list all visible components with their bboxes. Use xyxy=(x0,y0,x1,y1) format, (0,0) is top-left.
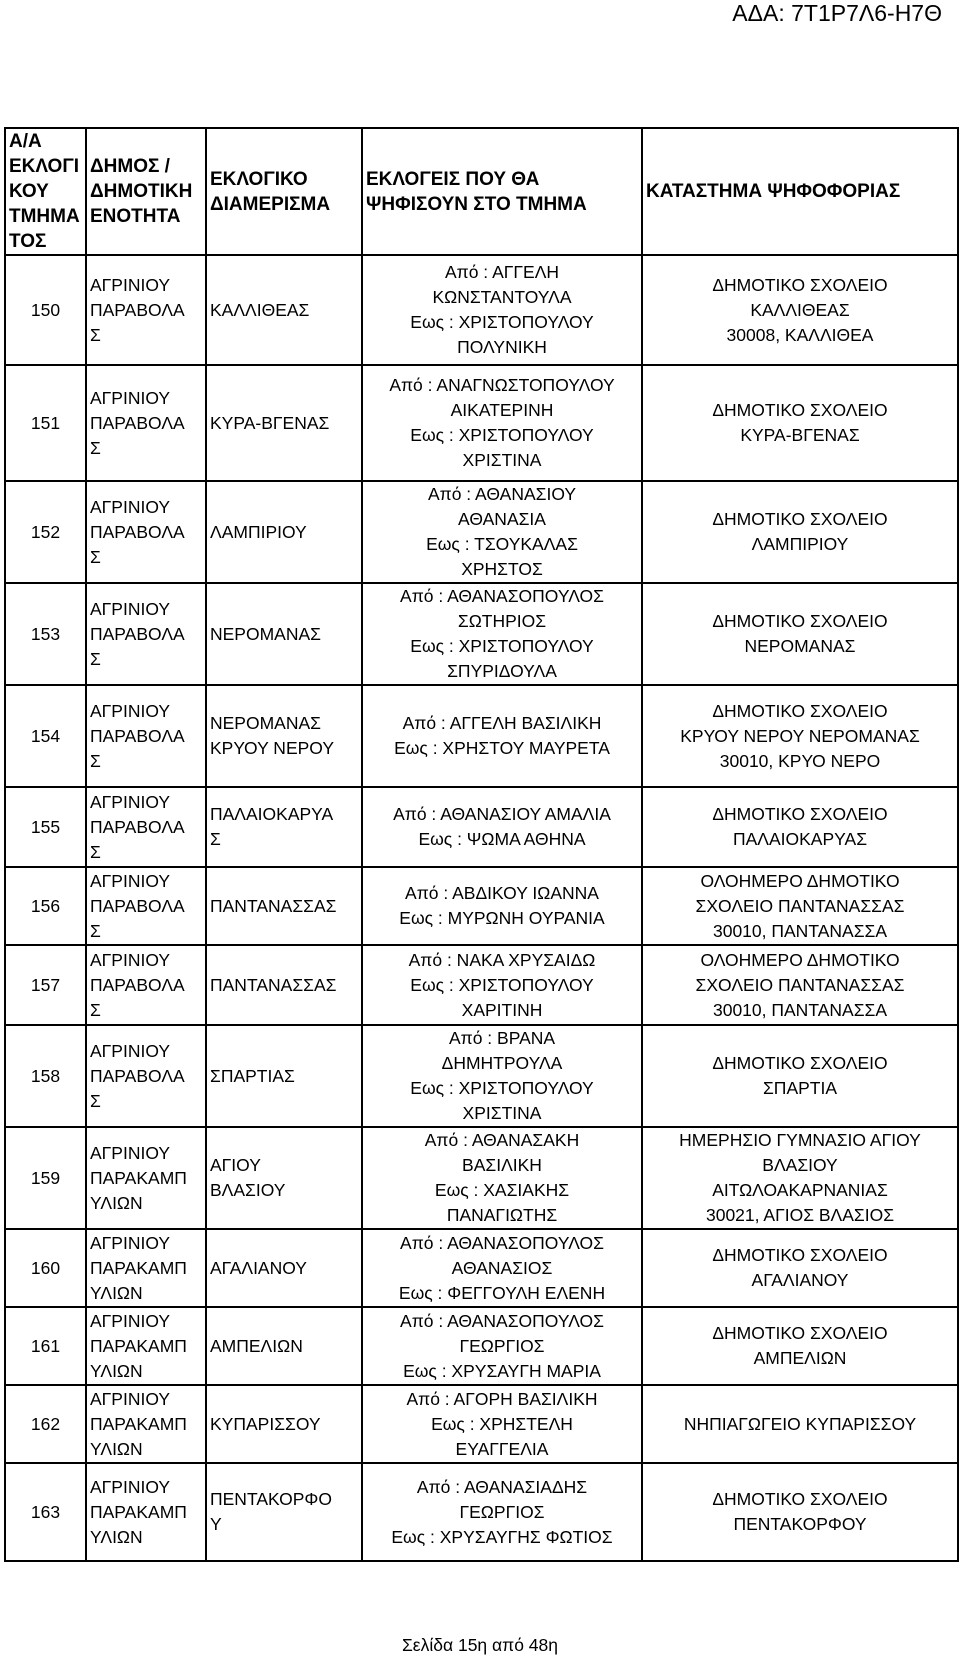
header-store: ΚΑΤΑΣΤΗΜΑ ΨΗΦΟΦΟΡΙΑΣ xyxy=(642,128,958,255)
row-store: ΔΗΜΟΤΙΚΟ ΣΧΟΛΕΙΟ ΛΑΜΠΙΡΙΟΥ xyxy=(642,481,958,583)
row-voters: Από : ΑΘΑΝΑΣΟΠΟΥΛΟΣ ΑΘΑΝΑΣΙΟΣ Εως : ΦΕΓΓΟΥΛΗ ΕΛΕΝΗ xyxy=(362,1229,642,1307)
row-dimos: ΑΓΡΙΝΙΟΥ ΠΑΡΑΚΑΜΠ ΥΛΙΩΝ xyxy=(86,1229,206,1307)
row-dimos: ΑΓΡΙΝΙΟΥ ΠΑΡΑΚΑΜΠ ΥΛΙΩΝ xyxy=(86,1463,206,1561)
row-store: ΔΗΜΟΤΙΚΟ ΣΧΟΛΕΙΟ ΑΓΑΛΙΑΝΟΥ xyxy=(642,1229,958,1307)
row-diamerisma: ΑΜΠΕΛΙΩΝ xyxy=(206,1307,362,1385)
row-diamerisma: ΝΕΡΟΜΑΝΑΣ ΚΡΥΟΥ ΝΕΡΟΥ xyxy=(206,685,362,787)
table-row xyxy=(5,1463,958,1561)
row-dimos: ΑΓΡΙΝΙΟΥ ΠΑΡΑΒΟΛΑ Σ xyxy=(86,481,206,583)
row-diamerisma: ΠΑΝΤΑΝΑΣΣΑΣ xyxy=(206,867,362,945)
row-voters: Από : ΑΘΑΝΑΣΟΠΟΥΛΟΣ ΣΩΤΗΡΙΟΣ Εως : ΧΡΙΣΤΟΠΟΥΛΟΥ ΣΠΥΡΙΔΟΥΛΑ xyxy=(362,583,642,685)
row-store: ΔΗΜΟΤΙΚΟ ΣΧΟΛΕΙΟ ΑΜΠΕΛΙΩΝ xyxy=(642,1307,958,1385)
row-number: 160 xyxy=(5,1229,86,1307)
row-diamerisma: ΚΑΛΛΙΘΕΑΣ xyxy=(206,255,362,365)
table-row xyxy=(5,1307,958,1385)
row-store: ΔΗΜΟΤΙΚΟ ΣΧΟΛΕΙΟ ΣΠΑΡΤΙΑ xyxy=(642,1025,958,1127)
row-voters: Από : ΑΓΓΕΛΗ ΒΑΣΙΛΙΚΗ Εως : ΧΡΗΣΤΟΥ ΜΑΥΡΕΤΑ xyxy=(362,685,642,787)
table-row xyxy=(5,255,958,365)
table-header-row xyxy=(5,128,958,255)
row-number: 157 xyxy=(5,945,86,1025)
table-row xyxy=(5,787,958,867)
row-diamerisma: ΠΑΝΤΑΝΑΣΣΑΣ xyxy=(206,945,362,1025)
row-number: 151 xyxy=(5,365,86,481)
table-row xyxy=(5,365,958,481)
row-diamerisma: ΑΓΙΟΥ ΒΛΑΣΙΟΥ xyxy=(206,1127,362,1229)
row-voters: Από : ΑΘΑΝΑΣΙΟΥ ΑΘΑΝΑΣΙΑ Εως : ΤΣΟΥΚΑΛΑΣ ΧΡΗΣΤΟΣ xyxy=(362,481,642,583)
table-row xyxy=(5,1127,958,1229)
row-number: 163 xyxy=(5,1463,86,1561)
row-number: 162 xyxy=(5,1385,86,1463)
header-diamerisma: ΕΚΛΟΓΙΚΟ ΔΙΑΜΕΡΙΣΜΑ xyxy=(206,128,362,255)
row-dimos: ΑΓΡΙΝΙΟΥ ΠΑΡΑΒΟΛΑ Σ xyxy=(86,1025,206,1127)
table-row xyxy=(5,1229,958,1307)
row-voters: Από : ΑΘΑΝΑΣΙΟΥ ΑΜΑΛΙΑ Εως : ΨΩΜΑ ΑΘΗΝΑ xyxy=(362,787,642,867)
row-diamerisma: ΝΕΡΟΜΑΝΑΣ xyxy=(206,583,362,685)
row-store: ΔΗΜΟΤΙΚΟ ΣΧΟΛΕΙΟ ΠΑΛΑΙΟΚΑΡΥΑΣ xyxy=(642,787,958,867)
row-number: 158 xyxy=(5,1025,86,1127)
page-number: Σελίδα 15η από 48η xyxy=(401,1635,559,1655)
row-number: 150 xyxy=(5,255,86,365)
row-dimos: ΑΓΡΙΝΙΟΥ ΠΑΡΑΒΟΛΑ Σ xyxy=(86,685,206,787)
row-dimos: ΑΓΡΙΝΙΟΥ ΠΑΡΑΚΑΜΠ ΥΛΙΩΝ xyxy=(86,1385,206,1463)
table-row xyxy=(5,867,958,945)
row-diamerisma: ΛΑΜΠΙΡΙΟΥ xyxy=(206,481,362,583)
row-voters: Από : ΑΒΔΙΚΟΥ ΙΩΑΝΝΑ Εως : ΜΥΡΩΝΗ ΟΥΡΑΝΙΑ xyxy=(362,867,642,945)
row-store: ΗΜΕΡΗΣΙΟ ΓΥΜΝΑΣΙΟ ΑΓΙΟΥ ΒΛΑΣΙΟΥ ΑΙΤΩΛΟΑΚΑΡΝΑΝΙΑΣ 30021, ΑΓΙΟΣ ΒΛΑΣΙΟΣ xyxy=(642,1127,958,1229)
row-store: ΔΗΜΟΤΙΚΟ ΣΧΟΛΕΙΟ ΝΕΡΟΜΑΝΑΣ xyxy=(642,583,958,685)
row-store: ΔΗΜΟΤΙΚΟ ΣΧΟΛΕΙΟ ΚΑΛΛΙΘΕΑΣ 30008, ΚΑΛΛΙΘΕΑ xyxy=(642,255,958,365)
table-row xyxy=(5,481,958,583)
row-store: ΟΛΟΗΜΕΡΟ ΔΗΜΟΤΙΚΟ ΣΧΟΛΕΙΟ ΠΑΝΤΑΝΑΣΣΑΣ 30010, ΠΑΝΤΑΝΑΣΣΑ xyxy=(642,867,958,945)
polling-stations-table xyxy=(4,127,959,1562)
row-store: ΔΗΜΟΤΙΚΟ ΣΧΟΛΕΙΟ ΚΥΡΑ-ΒΓΕΝΑΣ xyxy=(642,365,958,481)
row-voters: Από : ΑΓΓΕΛΗ ΚΩΝΣΤΑΝΤΟΥΛΑ Εως : ΧΡΙΣΤΟΠΟΥΛΟΥ ΠΟΛΥΝΙΚΗ xyxy=(362,255,642,365)
row-store: ΟΛΟΗΜΕΡΟ ΔΗΜΟΤΙΚΟ ΣΧΟΛΕΙΟ ΠΑΝΤΑΝΑΣΣΑΣ 30010, ΠΑΝΤΑΝΑΣΣΑ xyxy=(642,945,958,1025)
row-voters: Από : ΑΘΑΝΑΣΙΑΔΗΣ ΓΕΩΡΓΙΟΣ Εως : ΧΡΥΣΑΥΓΗΣ ΦΩΤΙΟΣ xyxy=(362,1463,642,1561)
row-diamerisma: ΣΠΑΡΤΙΑΣ xyxy=(206,1025,362,1127)
row-voters: Από : ΑΘΑΝΑΣΑΚΗ ΒΑΣΙΛΙΚΗ Εως : ΧΑΣΙΑΚΗΣ ΠΑΝΑΓΙΩΤΗΣ xyxy=(362,1127,642,1229)
row-number: 155 xyxy=(5,787,86,867)
row-dimos: ΑΓΡΙΝΙΟΥ ΠΑΡΑΒΟΛΑ Σ xyxy=(86,945,206,1025)
row-diamerisma: ΑΓΑΛΙΑΝΟΥ xyxy=(206,1229,362,1307)
row-diamerisma: ΠΕΝΤΑΚΟΡΦΟ Υ xyxy=(206,1463,362,1561)
row-voters: Από : ΝΑΚΑ ΧΡΥΣΑΙΔΩ Εως : ΧΡΙΣΤΟΠΟΥΛΟΥ ΧΑΡΙΤΙΝΗ xyxy=(362,945,642,1025)
row-voters: Από : ΑΓΟΡΗ ΒΑΣΙΛΙΚΗ Εως : ΧΡΗΣΤΕΛΗ ΕΥΑΓΓΕΛΙΑ xyxy=(362,1385,642,1463)
row-voters: Από : ΒΡΑΝΑ ΔΗΜΗΤΡΟΥΛΑ Εως : ΧΡΙΣΤΟΠΟΥΛΟΥ ΧΡΙΣΤΙΝΑ xyxy=(362,1025,642,1127)
row-dimos: ΑΓΡΙΝΙΟΥ ΠΑΡΑΚΑΜΠ ΥΛΙΩΝ xyxy=(86,1307,206,1385)
row-number: 161 xyxy=(5,1307,86,1385)
row-number: 159 xyxy=(5,1127,86,1229)
table-row xyxy=(5,685,958,787)
row-store: ΔΗΜΟΤΙΚΟ ΣΧΟΛΕΙΟ ΚΡΥΟΥ ΝΕΡΟΥ ΝΕΡΟΜΑΝΑΣ 30010, ΚΡΥΟ ΝΕΡΟ xyxy=(642,685,958,787)
header-voters: ΕΚΛΟΓΕΙΣ ΠΟΥ ΘΑ ΨΗΦΙΣΟΥΝ ΣΤΟ ΤΜΗΜΑ xyxy=(362,128,642,255)
header-dimos: ΔΗΜΟΣ / ΔΗΜΟΤΙΚΗ ΕΝΟΤΗΤΑ xyxy=(86,128,206,255)
row-voters: Από : ΑΘΑΝΑΣΟΠΟΥΛΟΣ ΓΕΩΡΓΙΟΣ Εως : ΧΡΥΣΑΥΓΗ ΜΑΡΙΑ xyxy=(362,1307,642,1385)
ada-code: ΑΔΑ: 7Τ1Ρ7Λ6-Η7Θ xyxy=(732,0,942,26)
table-row xyxy=(5,1385,958,1463)
table-row xyxy=(5,945,958,1025)
header-aa: Α/Α ΕΚΛΟΓΙ ΚΟΥ ΤΜΗΜΑ ΤΟΣ xyxy=(5,128,86,255)
row-dimos: ΑΓΡΙΝΙΟΥ ΠΑΡΑΒΟΛΑ Σ xyxy=(86,787,206,867)
row-diamerisma: ΠΑΛΑΙΟΚΑΡΥΑ Σ xyxy=(206,787,362,867)
table-row xyxy=(5,1025,958,1127)
row-number: 156 xyxy=(5,867,86,945)
row-diamerisma: ΚΥΠΑΡΙΣΣΟΥ xyxy=(206,1385,362,1463)
row-store: ΔΗΜΟΤΙΚΟ ΣΧΟΛΕΙΟ ΠΕΝΤΑΚΟΡΦΟΥ xyxy=(642,1463,958,1561)
row-number: 152 xyxy=(5,481,86,583)
row-dimos: ΑΓΡΙΝΙΟΥ ΠΑΡΑΒΟΛΑ Σ xyxy=(86,255,206,365)
row-number: 153 xyxy=(5,583,86,685)
row-voters: Από : ΑΝΑΓΝΩΣΤΟΠΟΥΛΟΥ ΑΙΚΑΤΕΡΙΝΗ Εως : ΧΡΙΣΤΟΠΟΥΛΟΥ ΧΡΙΣΤΙΝΑ xyxy=(362,365,642,481)
row-dimos: ΑΓΡΙΝΙΟΥ ΠΑΡΑΚΑΜΠ ΥΛΙΩΝ xyxy=(86,1127,206,1229)
table-row xyxy=(5,583,958,685)
row-number: 154 xyxy=(5,685,86,787)
row-dimos: ΑΓΡΙΝΙΟΥ ΠΑΡΑΒΟΛΑ Σ xyxy=(86,583,206,685)
row-dimos: ΑΓΡΙΝΙΟΥ ΠΑΡΑΒΟΛΑ Σ xyxy=(86,365,206,481)
row-store: ΝΗΠΙΑΓΩΓΕΙΟ ΚΥΠΑΡΙΣΣΟΥ xyxy=(642,1385,958,1463)
row-diamerisma: ΚΥΡΑ-ΒΓΕΝΑΣ xyxy=(206,365,362,481)
row-dimos: ΑΓΡΙΝΙΟΥ ΠΑΡΑΒΟΛΑ Σ xyxy=(86,867,206,945)
